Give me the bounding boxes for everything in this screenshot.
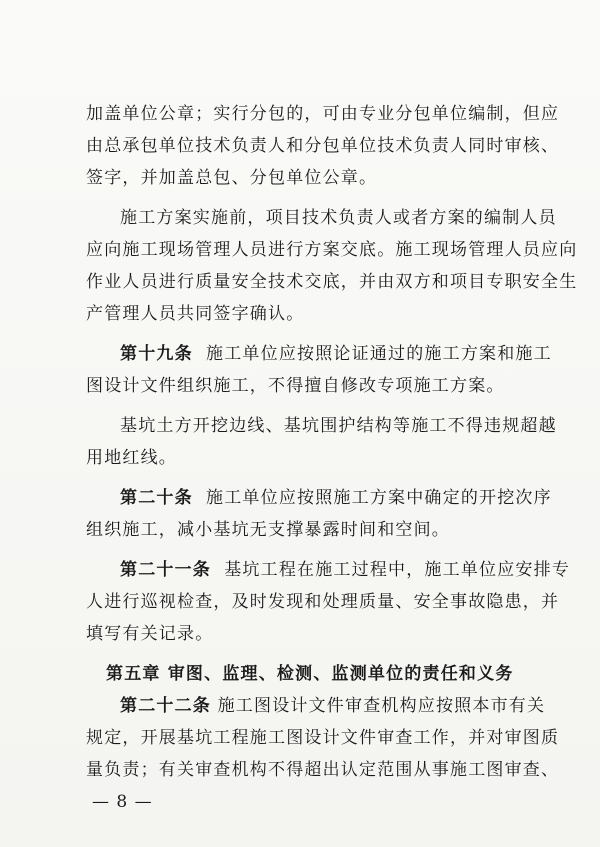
text-line: 人进行巡视检查，及时发现和处理质量、安全事故隐患，并 xyxy=(86,592,560,612)
article-text: 施工单位应按照施工方案中确定的开挖次序 xyxy=(206,488,552,508)
article-21-line xyxy=(120,560,570,580)
text-line: 规定，开展基坑工程施工图设计文件审查工作，并对审图质 xyxy=(86,728,560,748)
text-line: 基坑土方开挖边线、基坑围护结构等施工不得违规超越 xyxy=(120,416,557,436)
text-line: 填写有关记录。 xyxy=(86,624,214,644)
text-line: 加盖单位公章；实行分包的，可由专业分包单位编制，但应 xyxy=(86,104,560,124)
page-number: — 8 — xyxy=(92,792,153,812)
article-text: 施工图设计文件审查机构应按照本市有关 xyxy=(217,696,546,716)
text-line: 图设计文件组织施工，不得擅自修改专项施工方案。 xyxy=(86,376,505,396)
text-line: 组织施工，减小基坑无支撑暴露时间和空间。 xyxy=(86,520,450,540)
text-line: 施工方案实施前，项目技术负责人或者方案的编制人员 xyxy=(120,208,557,228)
text-line: 产管理人员共同签字确认。 xyxy=(86,304,305,324)
text-line: 量负责；有关审查机构不得超出认定范围从事施工图审查、 xyxy=(86,760,560,780)
article-20-line xyxy=(120,488,552,508)
text-line: 由总承包单位技术负责人和分包单位技术负责人同时审核、 xyxy=(86,136,560,156)
article-label: 第十九条 xyxy=(120,344,193,364)
article-text: 基坑工程在施工过程中，施工单位应安排专 xyxy=(224,560,571,580)
article-label: 第二十一条 xyxy=(120,560,211,580)
chapter-heading: 第五章 审图、监理、检测、监测单位的责任和义务 xyxy=(106,664,514,684)
article-19-line xyxy=(120,344,552,364)
article-22-line xyxy=(120,696,545,716)
text-line: 签字，并加盖总包、分包单位公章。 xyxy=(86,168,378,188)
article-label: 第二十条 xyxy=(120,488,193,508)
text-line: 用地红线。 xyxy=(86,448,177,468)
article-text: 施工单位应按照论证通过的施工方案和施工 xyxy=(206,344,552,364)
article-label: 第二十二条 xyxy=(120,696,211,716)
text-line: 作业人员进行质量安全技术交底，并由双方和项目专职安全生 xyxy=(86,272,578,292)
text-line: 应向施工现场管理人员进行方案交底。施工现场管理人员应向 xyxy=(86,240,578,260)
